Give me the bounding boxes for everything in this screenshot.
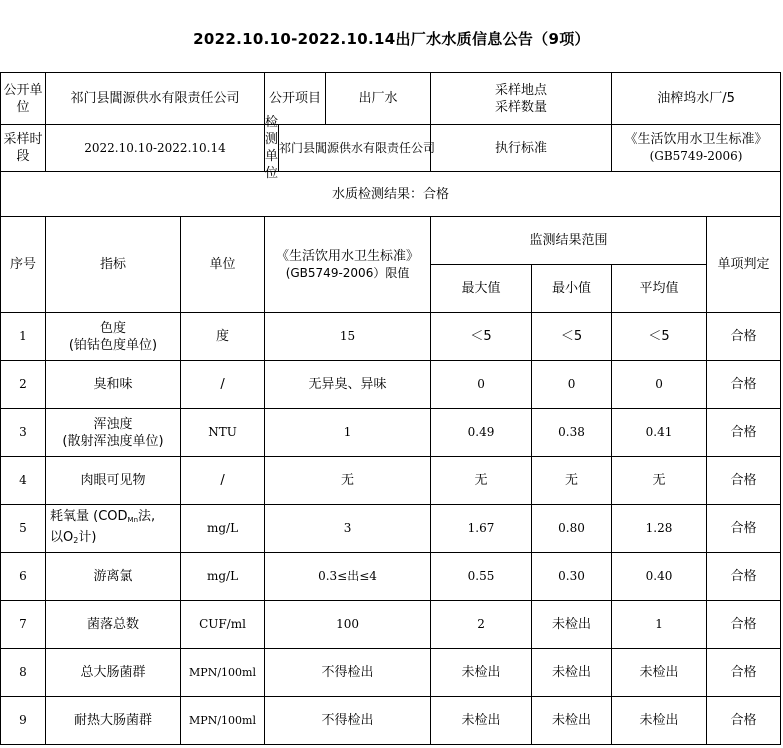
table-row <box>1 409 781 457</box>
row-verdict: 合格 <box>707 601 781 649</box>
row-no: 4 <box>1 457 46 505</box>
row-avg: 无 <box>612 457 707 505</box>
public-unit-value: 祁门县閶源供水有限责任公司 <box>46 73 265 125</box>
row-unit: 度 <box>181 313 265 361</box>
row-limit: 15 <box>265 313 431 361</box>
row-limit: 100 <box>265 601 431 649</box>
info-row-1 <box>1 73 781 125</box>
row-max: ＜5 <box>431 313 532 361</box>
info-row-2 <box>1 125 781 172</box>
row-indicator: 臭和味 <box>46 361 181 409</box>
col-verdict: 单项判定 <box>707 217 781 313</box>
row-indicator: 肉眼可见物 <box>46 457 181 505</box>
row-verdict: 合格 <box>707 457 781 505</box>
test-unit-cell <box>265 115 436 181</box>
row-unit: / <box>181 361 265 409</box>
table-row <box>1 649 781 697</box>
row-verdict: 合格 <box>707 553 781 601</box>
row-limit: 不得检出 <box>265 697 431 745</box>
test-unit-value: 祁门县閶源供水有限责任公司 <box>279 140 436 155</box>
standard-value-1: 《生活饮用水卫生标准》 <box>624 132 768 147</box>
row-avg: 未检出 <box>612 697 707 745</box>
standard-label: 执行标准 <box>431 125 612 172</box>
indicator-subscript: 2 <box>73 536 79 545</box>
period-value: 2022.10.10-2022.10.14 <box>46 125 265 172</box>
sampling-site-label-1: 采样地点 <box>495 82 548 98</box>
row-max: 1.67 <box>431 505 532 553</box>
indicator-line-2: (铂钴色度单位) <box>68 337 158 353</box>
row-unit: CUF/ml <box>181 601 265 649</box>
sampling-site-label <box>431 73 612 125</box>
row-unit: MPN/100ml <box>181 697 265 745</box>
row-no: 1 <box>1 313 46 361</box>
row-no: 9 <box>1 697 46 745</box>
row-min: 未检出 <box>532 697 612 745</box>
water-quality-table <box>0 72 781 745</box>
row-limit: 无 <box>265 457 431 505</box>
row-max: 0 <box>431 361 532 409</box>
row-avg: 1 <box>612 601 707 649</box>
row-unit: / <box>181 457 265 505</box>
table-row <box>1 457 781 505</box>
row-min: ＜5 <box>532 313 612 361</box>
col-limit-line-2: (GB5749-2006）限值 <box>285 265 410 280</box>
sampling-site-label-2: 采样数量 <box>495 99 548 115</box>
indicator-text: 计) <box>78 530 97 545</box>
table-row <box>1 553 781 601</box>
row-indicator: 耐热大肠菌群 <box>46 697 181 745</box>
row-unit: mg/L <box>181 505 265 553</box>
col-limit <box>265 217 431 313</box>
row-min: 0.30 <box>532 553 612 601</box>
row-limit: 3 <box>265 505 431 553</box>
row-avg: 0.40 <box>612 553 707 601</box>
sampling-site-value: 油榨坞水厂/5 <box>612 73 781 125</box>
col-unit: 单位 <box>181 217 265 313</box>
row-max: 2 <box>431 601 532 649</box>
public-item-label: 公开项目 <box>265 73 326 124</box>
table-row <box>1 313 781 361</box>
public-item-cell <box>265 73 431 125</box>
public-unit-label: 公开单位 <box>1 73 46 125</box>
row-min: 0 <box>532 361 612 409</box>
row-max: 0.55 <box>431 553 532 601</box>
row-indicator: 游离氯 <box>46 553 181 601</box>
col-range: 监测结果范围 <box>431 217 707 265</box>
indicator-line-1: 浑浊度 <box>93 416 133 432</box>
row-limit: 1 <box>265 409 431 457</box>
public-item-value: 出厂水 <box>358 91 398 106</box>
indicator-text: 以O <box>50 530 74 545</box>
col-no: 序号 <box>1 217 46 313</box>
row-avg: 0.41 <box>612 409 707 457</box>
indicator-text: 法, <box>138 509 156 524</box>
row-unit: MPN/100ml <box>181 649 265 697</box>
col-avg: 平均值 <box>612 265 707 313</box>
table-row <box>1 505 781 553</box>
column-header-row-1 <box>1 217 781 265</box>
test-unit-label: 检测单位 <box>265 115 279 181</box>
row-no: 8 <box>1 649 46 697</box>
row-indicator <box>46 313 181 361</box>
row-no: 3 <box>1 409 46 457</box>
row-avg: 未检出 <box>612 649 707 697</box>
row-limit: 0.3≤出≤4 <box>265 553 431 601</box>
row-verdict: 合格 <box>707 697 781 745</box>
row-max: 未检出 <box>431 697 532 745</box>
standard-value <box>612 125 781 172</box>
row-verdict: 合格 <box>707 361 781 409</box>
table-row <box>1 697 781 745</box>
page-title: 2022.10.10-2022.10.14出厂水水质信息公告（9项） <box>193 30 590 48</box>
standard-value-2: (GB5749-2006) <box>649 149 743 163</box>
row-avg: ＜5 <box>612 313 707 361</box>
row-max: 未检出 <box>431 649 532 697</box>
row-limit: 不得检出 <box>265 649 431 697</box>
row-no: 6 <box>1 553 46 601</box>
indicator-line-1: 色度 <box>99 320 126 336</box>
indicator-line-2 <box>50 529 178 549</box>
row-avg: 1.28 <box>612 505 707 553</box>
indicator-line-1 <box>50 508 178 529</box>
row-indicator <box>46 505 181 553</box>
row-avg: 0 <box>612 361 707 409</box>
row-no: 2 <box>1 361 46 409</box>
period-label: 采样时段 <box>1 125 46 172</box>
table-row <box>1 361 781 409</box>
row-indicator: 总大肠菌群 <box>46 649 181 697</box>
row-indicator <box>46 409 181 457</box>
row-max: 0.49 <box>431 409 532 457</box>
col-max: 最大值 <box>431 265 532 313</box>
row-indicator: 菌落总数 <box>46 601 181 649</box>
indicator-line-2: (散射浑浊度单位) <box>62 433 164 449</box>
result-summary: 水质检测结果：合格 <box>1 172 781 217</box>
indicator-subscript: Mn <box>127 516 139 524</box>
row-min: 0.80 <box>532 505 612 553</box>
row-limit: 无异臭、异味 <box>265 361 431 409</box>
table-row <box>1 601 781 649</box>
row-unit: mg/L <box>181 553 265 601</box>
row-min: 未检出 <box>532 601 612 649</box>
row-min: 无 <box>532 457 612 505</box>
row-verdict: 合格 <box>707 505 781 553</box>
col-min: 最小值 <box>532 265 612 313</box>
col-indicator: 指标 <box>46 217 181 313</box>
col-limit-line-1: 《生活饮用水卫生标准》 <box>276 248 420 264</box>
row-no: 5 <box>1 505 46 553</box>
row-verdict: 合格 <box>707 649 781 697</box>
row-no: 7 <box>1 601 46 649</box>
row-verdict: 合格 <box>707 313 781 361</box>
row-max: 无 <box>431 457 532 505</box>
indicator-text: 耗氧量 (COD <box>50 509 128 524</box>
summary-row <box>1 172 781 217</box>
row-verdict: 合格 <box>707 409 781 457</box>
row-min: 0.38 <box>532 409 612 457</box>
row-unit: NTU <box>181 409 265 457</box>
row-min: 未检出 <box>532 649 612 697</box>
